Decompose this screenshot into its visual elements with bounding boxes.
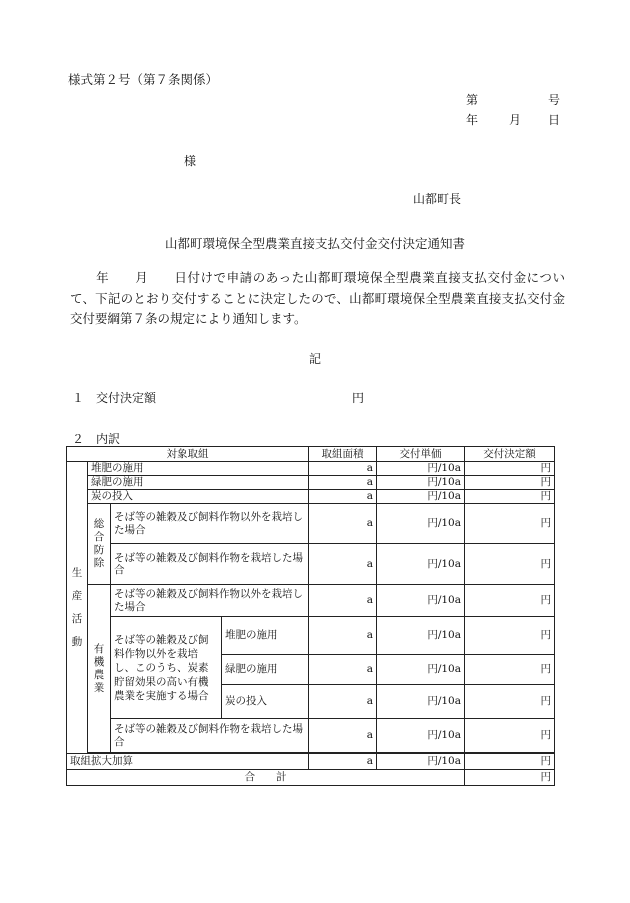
rate-cell: 円/10a bbox=[377, 585, 465, 617]
row-label: そば等の雑穀及び飼料作物以外を栽培した場合 bbox=[111, 504, 309, 544]
rate-cell: 円/10a bbox=[377, 490, 465, 504]
sender-name: 山都町長 bbox=[413, 192, 462, 206]
row-label: 堆肥の施用 bbox=[88, 462, 309, 476]
decision-amount-label: １ 交付決定額 bbox=[72, 391, 157, 405]
breakdown-heading: ２ 内訳 bbox=[72, 432, 121, 446]
header-rate: 交付単価 bbox=[377, 447, 465, 462]
amount-cell: 円 bbox=[465, 754, 555, 770]
amount-cell: 円 bbox=[465, 617, 555, 655]
table-row bbox=[67, 504, 555, 544]
total-amount-cell: 円 bbox=[465, 770, 555, 786]
document-title: 山都町環境保全型農業直接支払交付金交付決定通知書 bbox=[164, 236, 465, 251]
row-label: そば等の雑穀及び飼料作物を栽培した場合 bbox=[111, 544, 309, 585]
group-yuki-nogyo: 有 機 農 業 bbox=[88, 585, 111, 753]
rate-cell: 円/10a bbox=[377, 719, 465, 753]
table-row bbox=[67, 544, 555, 585]
amount-cell: 円 bbox=[465, 719, 555, 753]
row-label: そば等の雑穀及び飼料作物を栽培した場合 bbox=[111, 719, 309, 753]
amount-cell: 円 bbox=[465, 685, 555, 719]
table-row bbox=[67, 490, 555, 504]
rate-cell: 円/10a bbox=[377, 655, 465, 685]
rate-cell: 円/10a bbox=[377, 462, 465, 476]
area-cell: a bbox=[309, 719, 377, 753]
area-cell: a bbox=[309, 754, 377, 770]
table-row bbox=[67, 585, 555, 617]
row-label: 堆肥の施用 bbox=[222, 617, 309, 655]
table-header-row bbox=[67, 447, 555, 462]
group-sogo-bojo: 総 合 防 除 bbox=[88, 504, 111, 585]
form-number: 様式第２号（第７条関係） bbox=[68, 72, 219, 87]
header-target: 対象取組 bbox=[67, 447, 309, 462]
amount-cell: 円 bbox=[465, 490, 555, 504]
date-month-label: 月 bbox=[509, 113, 522, 127]
ki-heading: 記 bbox=[308, 352, 321, 366]
group-production: 生 産 活 動 bbox=[67, 462, 88, 754]
rate-cell: 円/10a bbox=[377, 544, 465, 585]
row-label: 炭の投入 bbox=[222, 685, 309, 719]
table-total-row bbox=[67, 770, 555, 786]
table-row bbox=[67, 462, 555, 476]
rate-cell: 円/10a bbox=[377, 476, 465, 490]
area-cell: a bbox=[309, 585, 377, 617]
breakdown-table bbox=[66, 446, 555, 786]
decision-amount-unit: 円 bbox=[352, 391, 365, 405]
area-cell: a bbox=[309, 476, 377, 490]
row-label-yuki-carbon: そば等の雑穀及び飼料作物以外を栽培し、このうち、炭素貯留効果の高い有機農業を実施する場合 bbox=[111, 617, 222, 719]
row-label: 炭の投入 bbox=[88, 490, 309, 504]
area-cell: a bbox=[309, 504, 377, 544]
header-amount: 交付決定額 bbox=[465, 447, 555, 462]
area-cell: a bbox=[309, 490, 377, 504]
header-area: 取組面積 bbox=[309, 447, 377, 462]
rate-cell: 円/10a bbox=[377, 754, 465, 770]
area-cell: a bbox=[309, 617, 377, 655]
row-label: そば等の雑穀及び飼料作物以外を栽培した場合 bbox=[111, 585, 309, 617]
table-row bbox=[67, 617, 555, 655]
amount-cell: 円 bbox=[465, 585, 555, 617]
amount-cell: 円 bbox=[465, 504, 555, 544]
table-row bbox=[67, 754, 555, 770]
body-paragraph: 年 月 日付けで申請のあった山都町環境保全型農業直接支払交付金について、下記のとおり交付することに決定したので、山都町環境保全型農業直接支払交付金交付要綱第７条の規定により通知します。 bbox=[70, 270, 565, 326]
rate-cell: 円/10a bbox=[377, 617, 465, 655]
table-row bbox=[67, 476, 555, 490]
amount-cell: 円 bbox=[465, 476, 555, 490]
area-cell: a bbox=[309, 462, 377, 476]
area-cell: a bbox=[309, 655, 377, 685]
total-label: 合 計 bbox=[67, 770, 465, 786]
date-year-label: 年 bbox=[466, 113, 479, 127]
rate-cell: 円/10a bbox=[377, 504, 465, 544]
row-label: 緑肥の施用 bbox=[88, 476, 309, 490]
doc-number-label: 第 bbox=[466, 93, 479, 107]
amount-cell: 円 bbox=[465, 655, 555, 685]
date-day-label: 日 bbox=[548, 113, 561, 127]
amount-cell: 円 bbox=[465, 544, 555, 585]
doc-number-suffix: 号 bbox=[548, 93, 561, 107]
area-cell: a bbox=[309, 544, 377, 585]
amount-cell: 円 bbox=[465, 462, 555, 476]
row-label: 取組拡大加算 bbox=[67, 754, 309, 770]
addressee-suffix: 様 bbox=[184, 154, 197, 168]
table-row bbox=[67, 719, 555, 753]
row-label: 緑肥の施用 bbox=[222, 655, 309, 685]
area-cell: a bbox=[309, 685, 377, 719]
rate-cell: 円/10a bbox=[377, 685, 465, 719]
